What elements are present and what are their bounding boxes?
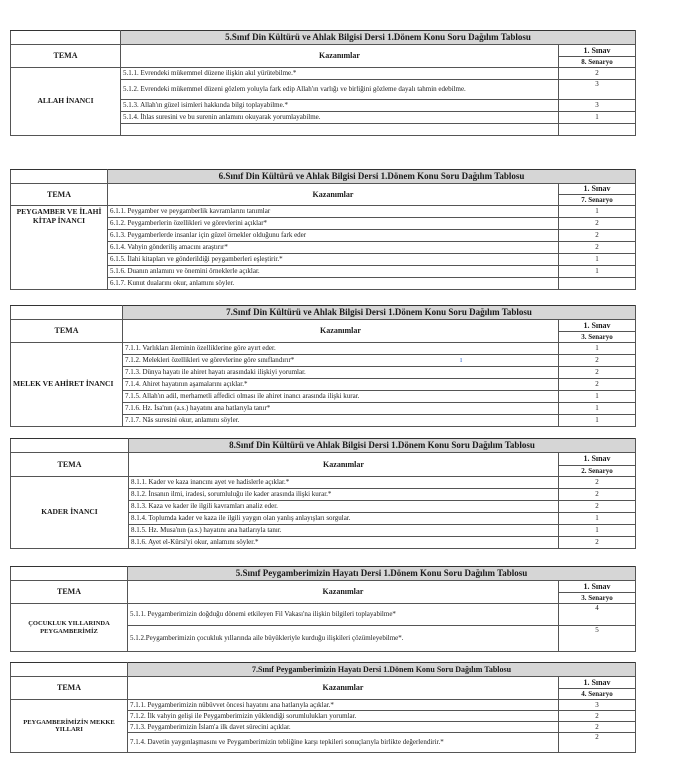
kazanimlar-header: Kazanımlar <box>129 453 559 477</box>
table-7-sinif-peygamberimizin-hayati <box>10 662 636 753</box>
kazanim-text: 5.1.2. Evrendeki mükemmel düzeni gözlem yoluyla fark edip Allah'ın varlığı ve birliğini gözleme dayalı tahmin edebilme. <box>121 80 559 100</box>
table-title: 6.Sınıf Din Kültürü ve Ahlak Bilgisi Dersi 1.Dönem Konu Soru Dağılım Tablosu <box>108 170 636 184</box>
question-count: 1 <box>559 525 636 537</box>
question-count: 5 <box>559 626 636 652</box>
kazanim-text: 7.1.1. Varlıkları âleminin özelliklerine göre ayırt eder. <box>123 343 559 355</box>
question-count: 3 <box>559 80 636 100</box>
kazanim-text: 5.1.1. Evrendeki mükemmel düzene ilişkin akıl yürütebilme.* <box>121 68 559 80</box>
title-spacer <box>11 663 128 677</box>
question-count: 2 <box>559 230 636 242</box>
tema-header: TEMA <box>11 320 123 343</box>
question-count: 2 <box>559 355 636 367</box>
kazanim-text: 8.1.1. Kader ve kaza inancını ayet ve hadislerle açıklar.* <box>129 477 559 489</box>
kazanim-text: 6.1.5. İlahi kitapları ve gönderildiği peygamberleri eşleştirir.* <box>108 254 559 266</box>
kazanim-text: 7.1.5. Allah'ın adil, merhametli affedici olması ile ahiret inancı arasında ilişki kurar. <box>123 391 559 403</box>
question-count: 1 <box>559 415 636 427</box>
kazanim-text: 5.1.1. Peygamberimizin doğduğu dönemi etkileyen Fil Vakası'na ilişkin bilgileri toplayabilme* <box>128 604 559 626</box>
question-count <box>559 278 636 290</box>
title-spacer <box>11 31 121 45</box>
senaryo-label: 3. Senaryo <box>559 593 636 604</box>
tema-cell: MELEK VE AHİRET İNANCI <box>11 343 123 427</box>
question-count: 4 <box>559 604 636 626</box>
kazanim-text <box>121 124 559 136</box>
sinav-header: 1. Sınav <box>559 581 636 593</box>
kazanim-text: 7.1.6. Hz. İsa'nın (a.s.) hayatını ana hatlarıyla tanır* <box>123 403 559 415</box>
kazanim-text: 5.1.6. Duanın anlamını ve önemini örneklerle açıklar. <box>108 266 559 278</box>
question-count <box>559 124 636 136</box>
question-count: 2 <box>559 218 636 230</box>
table-title: 5.Sınıf Peygamberimizin Hayatı Dersi 1.Dönem Konu Soru Dağılım Tablosu <box>128 567 636 581</box>
tema-cell: PEYGAMBERİMİZİN MEKKE YILLARI <box>11 700 128 753</box>
senaryo-label: 3. Senaryo <box>559 332 636 343</box>
tema-header: TEMA <box>11 453 129 477</box>
question-count: 1 <box>559 513 636 525</box>
question-count: 2 <box>559 501 636 513</box>
table-7-sinif-din-kulturu <box>10 305 636 427</box>
kazanimlar-header: Kazanımlar <box>123 320 559 343</box>
question-count: 1 <box>559 343 636 355</box>
kazanimlar-header: Kazanımlar <box>128 677 559 700</box>
title-spacer <box>11 567 128 581</box>
senaryo-label: 8. Senaryo <box>559 57 636 68</box>
table-6-sinif-din-kulturu <box>10 169 636 290</box>
question-count: 1 <box>559 206 636 218</box>
table-title: 5.Sınıf Din Kültürü ve Ahlak Bilgisi Dersi 1.Dönem Konu Soru Dağılım Tablosu <box>121 31 636 45</box>
question-count: 2 <box>559 722 636 733</box>
question-count: 2 <box>559 733 636 753</box>
question-count: 2 <box>559 537 636 549</box>
question-count: 2 <box>559 477 636 489</box>
kazanim-text: 7.1.2. Melekleri özellikleri ve görevlerine göre sınıflandırır* <box>123 355 559 367</box>
table-5-sinif-peygamberimizin-hayati <box>10 566 636 652</box>
question-count: 2 <box>559 68 636 80</box>
title-spacer <box>11 439 129 453</box>
tema-cell: KADER İNANCI <box>11 477 129 549</box>
kazanim-text: 6.1.3. Peygamberlerde insanlar için güzel örnekler olduğunu fark eder <box>108 230 559 242</box>
table-title: 8.Sınıf Din Kültürü ve Ahlak Bilgisi Dersi 1.Dönem Konu Soru Dağılım Tablosu <box>129 439 636 453</box>
kazanim-text: 6.1.4. Vahyin gönderiliş amacını araştırır* <box>108 242 559 254</box>
kazanim-text: 7.1.3. Dünya hayatı ile ahiret hayatı arasındaki ilişkiyi yorumlar. <box>123 367 559 379</box>
title-spacer <box>11 170 108 184</box>
question-count: 1 <box>559 403 636 415</box>
question-count: 1 <box>559 391 636 403</box>
question-count: 3 <box>559 100 636 112</box>
sinav-header: 1. Sınav <box>559 320 636 332</box>
tema-cell: ÇOCUKLUK YILLARINDA PEYGAMBERİMİZ <box>11 604 128 652</box>
stray-pen-mark: ı <box>460 355 463 364</box>
tema-header: TEMA <box>11 184 108 206</box>
table-title: 7.Sınıf Peygamberimizin Hayatı Dersi 1.Dönem Konu Soru Dağılım Tablosu <box>128 663 636 677</box>
table-8-sinif-din-kulturu <box>10 438 636 549</box>
kazanim-text: 8.1.4. Toplumda kader ve kaza ile ilgili yaygın olan yanlış anlayışları sorgular. <box>129 513 559 525</box>
kazanim-text: 5.1.2.Peygamberimizin çocukluk yıllarında aile büyükleriyle kurduğu ilişkileri çözümleyebilme*. <box>128 626 559 652</box>
title-spacer <box>11 306 123 320</box>
senaryo-label: 4. Senaryo <box>559 689 636 700</box>
tema-header: TEMA <box>11 677 128 700</box>
table-title: 7.Sınıf Din Kültürü ve Ahlak Bilgisi Dersi 1.Dönem Konu Soru Dağılım Tablosu <box>123 306 636 320</box>
kazanim-text: 7.1.3. Peygamberimizin İslam'a ilk davet sürecini açıklar. <box>128 722 559 733</box>
kazanim-text: 7.1.7. Nâs suresini okur, anlamını söyler. <box>123 415 559 427</box>
kazanimlar-header: Kazanımlar <box>128 581 559 604</box>
senaryo-label: 7. Senaryo <box>559 195 636 206</box>
question-count: 1 <box>559 112 636 124</box>
kazanim-text: 8.1.2. İnsanın ilmi, iradesi, sorumluluğu ile kader arasında ilişki kurar.* <box>129 489 559 501</box>
tema-header: TEMA <box>11 581 128 604</box>
kazanim-text: 5.1.3. Allah'ın güzel isimleri hakkında bilgi toplayabilme.* <box>121 100 559 112</box>
kazanim-text: 6.1.1. Peygamber ve peygamberlik kavramlarını tanımlar <box>108 206 559 218</box>
kazanim-text: 6.1.2. Peygamberlerin özellikleri ve görevlerini açıklar* <box>108 218 559 230</box>
kazanim-text: 7.1.2. İlk vahyin gelişi ile Peygamberimizin yüklendiği sorumlulukları yorumlar. <box>128 711 559 722</box>
question-count: 2 <box>559 242 636 254</box>
tema-cell: PEYGAMBER VE İLAHİ KİTAP İNANCI <box>11 206 108 290</box>
kazanimlar-header: Kazanımlar <box>108 184 559 206</box>
kazanim-text: 5.1.4. İhlas suresini ve bu surenin anlamını okuyarak yorumlayabilme. <box>121 112 559 124</box>
question-count: 2 <box>559 367 636 379</box>
kazanim-text: 8.1.3. Kaza ve kader ile ilgili kavramları analiz eder. <box>129 501 559 513</box>
kazanim-text: 7.1.4. Ahiret hayatının aşamalarını açıklar.* <box>123 379 559 391</box>
question-count: 2 <box>559 379 636 391</box>
question-count: 2 <box>559 711 636 722</box>
kazanim-text: 8.1.6. Ayet el-Kürsi'yi okur, anlamını söyler.* <box>129 537 559 549</box>
kazanimlar-header: Kazanımlar <box>121 45 559 68</box>
sinav-header: 1. Sınav <box>559 453 636 466</box>
kazanim-text: 7.1.4. Davetin yaygınlaşmasını ve Peygamberimizin tebliğine karşı tepkileri sonuçlarıyla birlikte değerlendirir.* <box>128 733 559 753</box>
tema-cell: ALLAH İNANCI <box>11 68 121 136</box>
table-5-sinif-din-kulturu <box>10 30 636 136</box>
kazanim-text: 6.1.7. Kunut dualarını okur, anlamını söyler. <box>108 278 559 290</box>
question-count: 1 <box>559 254 636 266</box>
sinav-header: 1. Sınav <box>559 184 636 195</box>
question-count: 2 <box>559 489 636 501</box>
sinav-header: 1. Sınav <box>559 677 636 689</box>
tema-header: TEMA <box>11 45 121 68</box>
sinav-header: 1. Sınav <box>559 45 636 57</box>
question-count: 1 <box>559 266 636 278</box>
kazanim-text: 8.1.5. Hz. Musa'nın (a.s.) hayatını ana hatlarıyla tanır. <box>129 525 559 537</box>
question-count: 3 <box>559 700 636 711</box>
kazanim-text: 7.1.1. Peygamberimizin nübüvvet öncesi hayatını ana hatlarıyla açıklar.* <box>128 700 559 711</box>
senaryo-label: 2. Senaryo <box>559 466 636 477</box>
